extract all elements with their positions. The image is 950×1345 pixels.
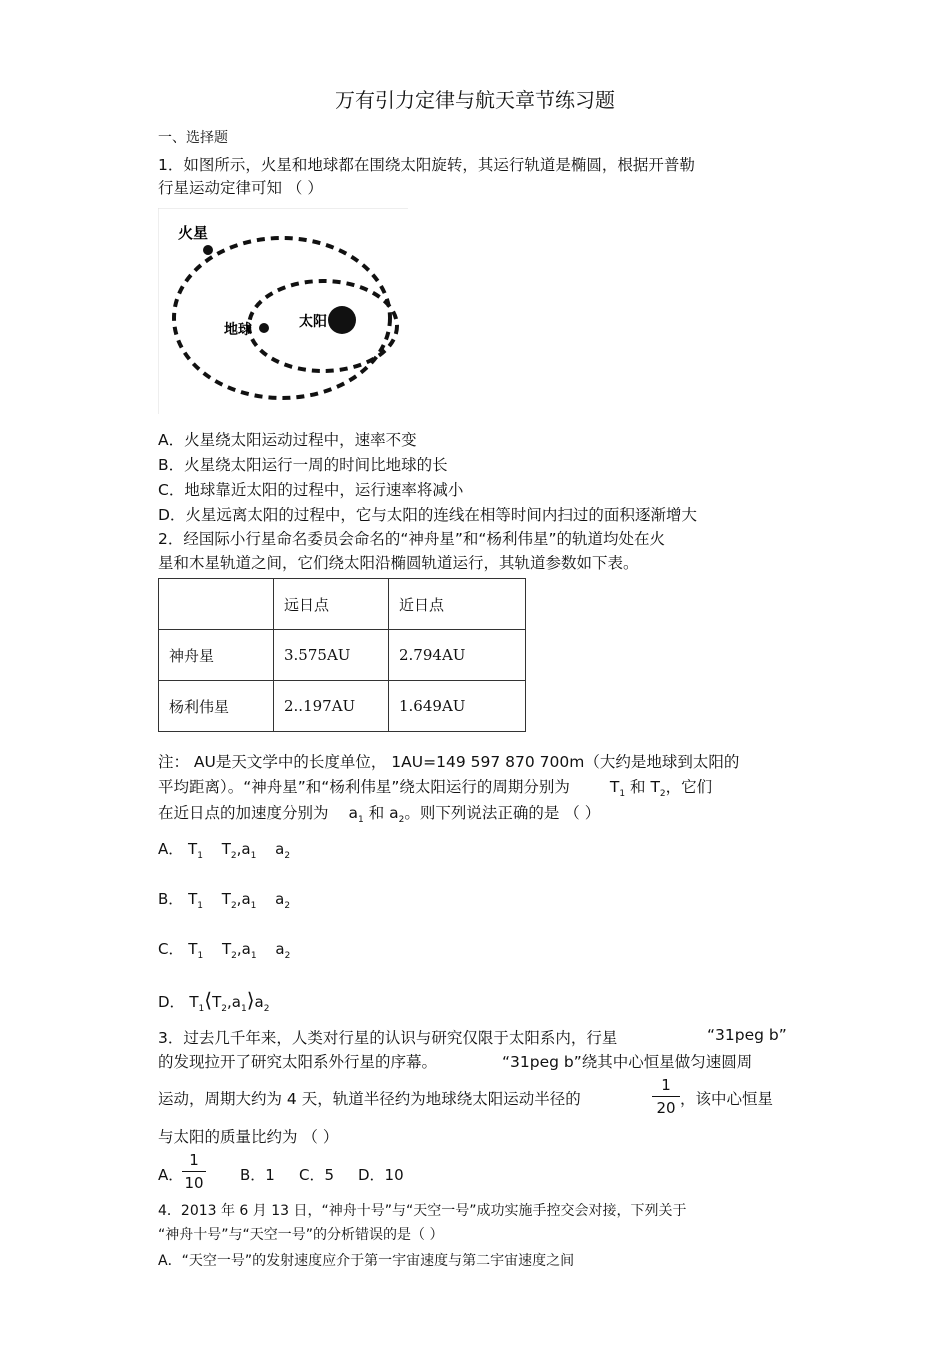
q3-option-c: C．5 — [299, 1166, 335, 1184]
symbol-a: a — [275, 840, 285, 858]
symbol-a: a — [241, 940, 251, 958]
q4-stem-line2: “神舟十号”与“天空一号”的分析错误的是（ ） — [158, 1227, 444, 1243]
subscript: 2 — [230, 851, 237, 861]
earth-label: 地球 — [224, 322, 252, 338]
q3-option-a-fraction — [182, 1151, 206, 1192]
q3-option-a-label: A． — [158, 1166, 184, 1184]
option-label: D． — [158, 993, 185, 1011]
subscript: 2 — [221, 1004, 227, 1014]
table-cell: 3.575AU — [274, 630, 389, 681]
symbol-a: a — [241, 840, 251, 858]
q3-stem-line1a: 3．过去几千年来，人类对行星的认识与研究仅限于太阳系内，行星 — [158, 1029, 618, 1047]
symbol-a: a — [231, 993, 241, 1011]
q3-stem-line2a: 的发现拉开了研究太阳系外行星的序幕。 — [158, 1053, 438, 1071]
subscript: 1 — [197, 851, 203, 861]
option-label: A． — [158, 840, 184, 858]
q2-note-line2 — [158, 775, 712, 797]
symbol-T: T — [188, 840, 198, 858]
table-cell — [159, 579, 274, 630]
q2-option-a — [158, 838, 290, 859]
q3-stem-line3b: ，该中心恒星 — [680, 1090, 774, 1108]
symbol-a: a — [254, 993, 264, 1011]
orbit-diagram — [158, 208, 408, 414]
comma: , — [236, 890, 242, 908]
symbol-a: a — [275, 940, 285, 958]
q1-option-c: C．地球靠近太阳的过程中，运行速率将减小 — [158, 481, 464, 499]
subscript: 1 — [198, 1004, 205, 1014]
comma: , — [236, 840, 242, 858]
q4-stem-line1: 4．2013 年 6 月 13 日，“神舟十号”与“天空一号”成功实施手控交会对接，下列关于 — [158, 1203, 687, 1219]
symbol-a: a — [275, 890, 285, 908]
symbol-T: T — [221, 840, 231, 858]
q2-note-line1: 注： AU是天文学中的长度单位， 1AU=149 597 870 700m（大约是地球到太阳的 — [158, 753, 740, 771]
subscript: 2 — [284, 851, 291, 861]
sun-label: 太阳 — [299, 314, 327, 330]
table-header-row — [159, 579, 526, 630]
mars-label: 火星 — [178, 224, 209, 242]
symbol-T: T — [188, 890, 198, 908]
subscript: 2 — [284, 901, 291, 911]
symbol-T: T — [609, 778, 620, 796]
q2-note-text: 在近日点的加速度分别为 — [158, 804, 329, 822]
subscript: 2 — [263, 1004, 270, 1014]
mars — [203, 245, 213, 255]
table-row — [159, 681, 526, 732]
option-label: B． — [158, 890, 184, 908]
orbit-diagram-svg — [158, 208, 408, 414]
table-row — [159, 630, 526, 681]
q1-option-a: A．火星绕太阳运动过程中，速率不变 — [158, 431, 417, 449]
q2-option-b — [158, 888, 290, 909]
symbol-T: T — [189, 993, 199, 1011]
q2-stem-line1: 2．经国际小行星命名委员会命名的“神舟星”和“杨利伟星”的轨道均处在火 — [158, 530, 665, 548]
section-heading: 一、选择题 — [158, 130, 228, 146]
q4-option-a: A．“天空一号”的发射速度应介于第一宇宙速度与第二宇宙速度之间 — [158, 1253, 575, 1269]
q1-stem-line2: 行星运动定律可知 （ ） — [158, 179, 323, 197]
q2-option-d — [158, 988, 269, 1012]
comma: , — [226, 993, 232, 1011]
q3-stem-line2b: “31peg b”绕其中心恒星做匀速圆周 — [502, 1053, 753, 1071]
subscript: 1 — [358, 815, 364, 825]
q3-fraction — [652, 1076, 680, 1117]
angle-bracket: ⟩ — [246, 988, 255, 1012]
q1-option-d: D．火星远离太阳的过程中，它与太阳的连线在相等时间内扫过的面积逐渐增大 — [158, 506, 697, 524]
q3-option-b: B．1 — [240, 1166, 275, 1184]
orbit-parameter-table — [158, 578, 526, 732]
option-label: C． — [158, 940, 184, 958]
mars-orbit — [174, 238, 390, 398]
q3-stem-line4: 与太阳的质量比约为 （ ） — [158, 1128, 339, 1146]
subscript: 2 — [659, 789, 666, 799]
comma: , — [236, 940, 242, 958]
subscript: 1 — [250, 851, 257, 861]
q3-stem-line3a: 运动，周期大约为 4 天，轨道半径约为地球绕太阳运动半径的 — [158, 1090, 581, 1108]
symbol-a: a — [348, 804, 359, 822]
angle-bracket: ⟨ — [204, 988, 213, 1012]
page-title: 万有引力定律与航天章节练习题 — [335, 88, 615, 112]
table-cell: 神舟星 — [159, 630, 274, 681]
subscript: 1 — [240, 1004, 247, 1014]
table-header-perihelion: 近日点 — [389, 579, 526, 630]
subscript: 1 — [197, 951, 204, 961]
subscript: 2 — [398, 815, 405, 825]
subscript: 2 — [231, 951, 237, 961]
q2-note-text: 平均距离）。“神舟星”和“杨利伟星”绕太阳运行的周期分别为 — [158, 778, 570, 796]
subscript: 1 — [197, 901, 203, 911]
table-cell: 杨利伟星 — [159, 681, 274, 732]
table-cell: 1.649AU — [389, 681, 526, 732]
table-cell: 2.794AU — [389, 630, 526, 681]
q3-option-d: D．10 — [358, 1166, 404, 1184]
q1-stem-line1: 1．如图所示，火星和地球都在围绕太阳旋转，其运行轨道是椭圆，根据开普勒 — [158, 156, 695, 174]
table-header-aphelion: 远日点 — [274, 579, 389, 630]
fraction-bar — [652, 1096, 680, 1097]
q2-note-line3 — [158, 801, 600, 823]
table-cell: 2..197AU — [274, 681, 389, 732]
symbol-T: T — [221, 940, 232, 958]
q3-stem-line1b: “31peg b” — [707, 1026, 787, 1044]
q2-note-text: 和 a — [368, 804, 399, 822]
symbol-T: T — [188, 940, 198, 958]
fraction-numerator: 1 — [661, 1076, 671, 1094]
symbol-a: a — [241, 890, 251, 908]
q2-note-text: 和 T — [630, 778, 660, 796]
subscript: 1 — [250, 951, 257, 961]
symbol-T: T — [212, 993, 222, 1011]
fraction-denominator: 20 — [656, 1099, 676, 1117]
subscript: 1 — [250, 901, 257, 911]
fraction-denominator: 10 — [184, 1174, 204, 1192]
earth — [259, 323, 269, 333]
subscript: 1 — [619, 789, 626, 799]
q2-note-text: ，它们 — [665, 778, 713, 796]
q2-stem-line2: 星和木星轨道之间，它们绕太阳沿椭圆轨道运行，其轨道参数如下表。 — [158, 554, 639, 572]
fraction-numerator: 1 — [189, 1151, 199, 1169]
fraction-bar — [182, 1171, 206, 1172]
subscript: 2 — [230, 901, 237, 911]
q2-option-c — [158, 938, 290, 959]
q2-note-text: 。则下列说法正确的是 （ ） — [404, 804, 601, 822]
symbol-T: T — [221, 890, 231, 908]
subscript: 2 — [284, 951, 291, 961]
sun — [328, 306, 356, 334]
q1-option-b: B．火星绕太阳运行一周的时间比地球的长 — [158, 456, 448, 474]
